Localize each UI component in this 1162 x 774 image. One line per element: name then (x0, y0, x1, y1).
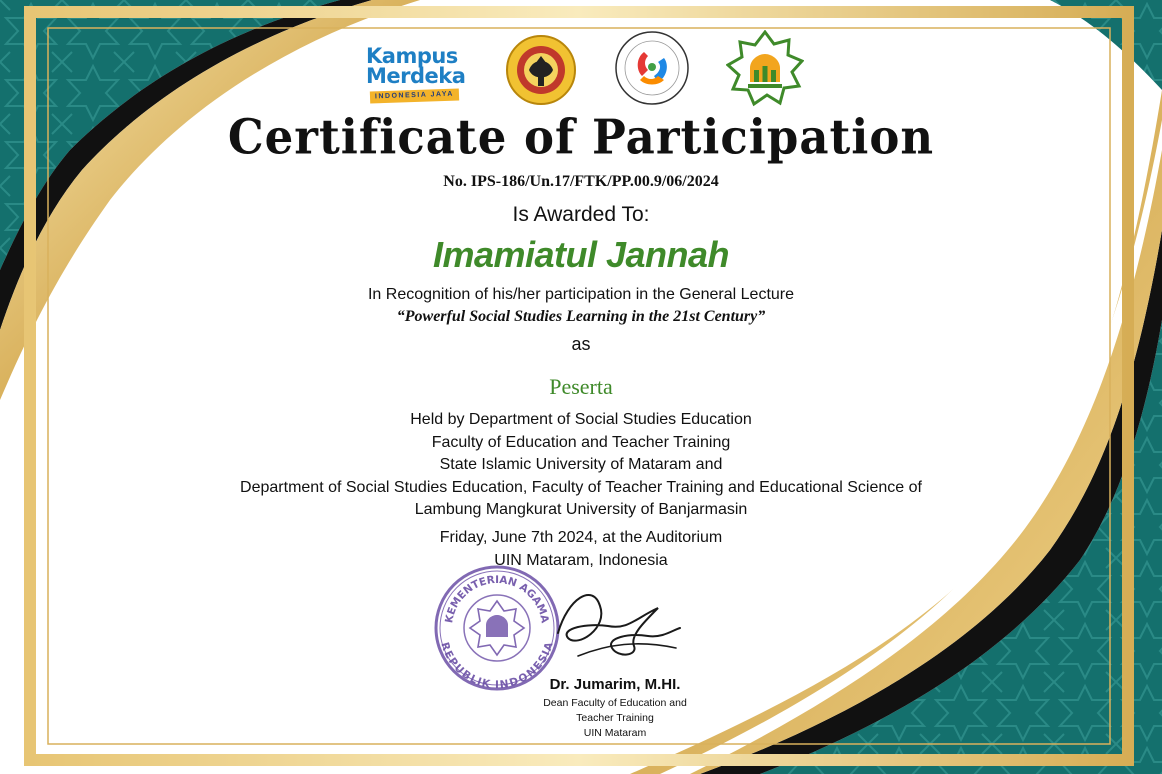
organizer-line: Held by Department of Social Studies Education (410, 411, 752, 428)
lambung-mangkurat-university-logo-icon (505, 34, 577, 106)
place-line: UIN Mataram, Indonesia (494, 551, 668, 569)
participant-role: Peserta (549, 374, 613, 399)
organizer-line: Department of Social Studies Education, Faculty of Teacher Training and Educational Science of (240, 478, 922, 496)
stamp-bottom-text: REPUBLIK INDONESIA (438, 640, 556, 692)
kampus-logo-line2: Merdeka (366, 64, 466, 88)
organizer-block (150, 409, 1012, 522)
apipsi-association-logo-icon (614, 30, 690, 106)
lecture-title: “Powerful Social Studies Learning in the 21st Century” (396, 308, 766, 325)
organizer-line: Lambung Mangkurat University of Banjarmasin (414, 501, 748, 518)
organizer-line: State Islamic University of Mataram and (439, 456, 723, 473)
as-label: as (571, 334, 591, 354)
kampus-logo-line1: Kampus (366, 44, 458, 68)
date-place-block (150, 527, 1012, 572)
certificate-title: Certificate of Participation (227, 109, 935, 166)
certificate-number: No. IPS-186/Un.17/FTK/PP.00.9/06/2024 (443, 173, 719, 190)
handwritten-signature (538, 578, 688, 678)
stamp-top-text: KEMENTERIAN AGAMA (443, 573, 551, 625)
awarded-to-label: Is Awarded To: (512, 203, 650, 226)
signatory-title-line: Teacher Training (576, 712, 654, 724)
signatory-title-line: Dean Faculty of Education and (543, 697, 687, 709)
date-line: Friday, June 7th 2024, at the Auditorium (439, 529, 723, 546)
signatory-name: Dr. Jumarim, M.HI. (549, 676, 681, 693)
kampus-logo-tagline: INDONESIA JAYA (370, 88, 459, 103)
recognition-text: In Recognition of his/her participation in the General Lecture (367, 286, 795, 303)
kampus-merdeka-logo (362, 44, 482, 108)
organizer-line: Faculty of Education and Teacher Training (431, 433, 731, 451)
uin-mataram-logo-icon (726, 30, 804, 108)
signatory-title-line: UIN Mataram (583, 727, 647, 739)
recipient-name: Imamiatul Jannah (432, 234, 730, 275)
